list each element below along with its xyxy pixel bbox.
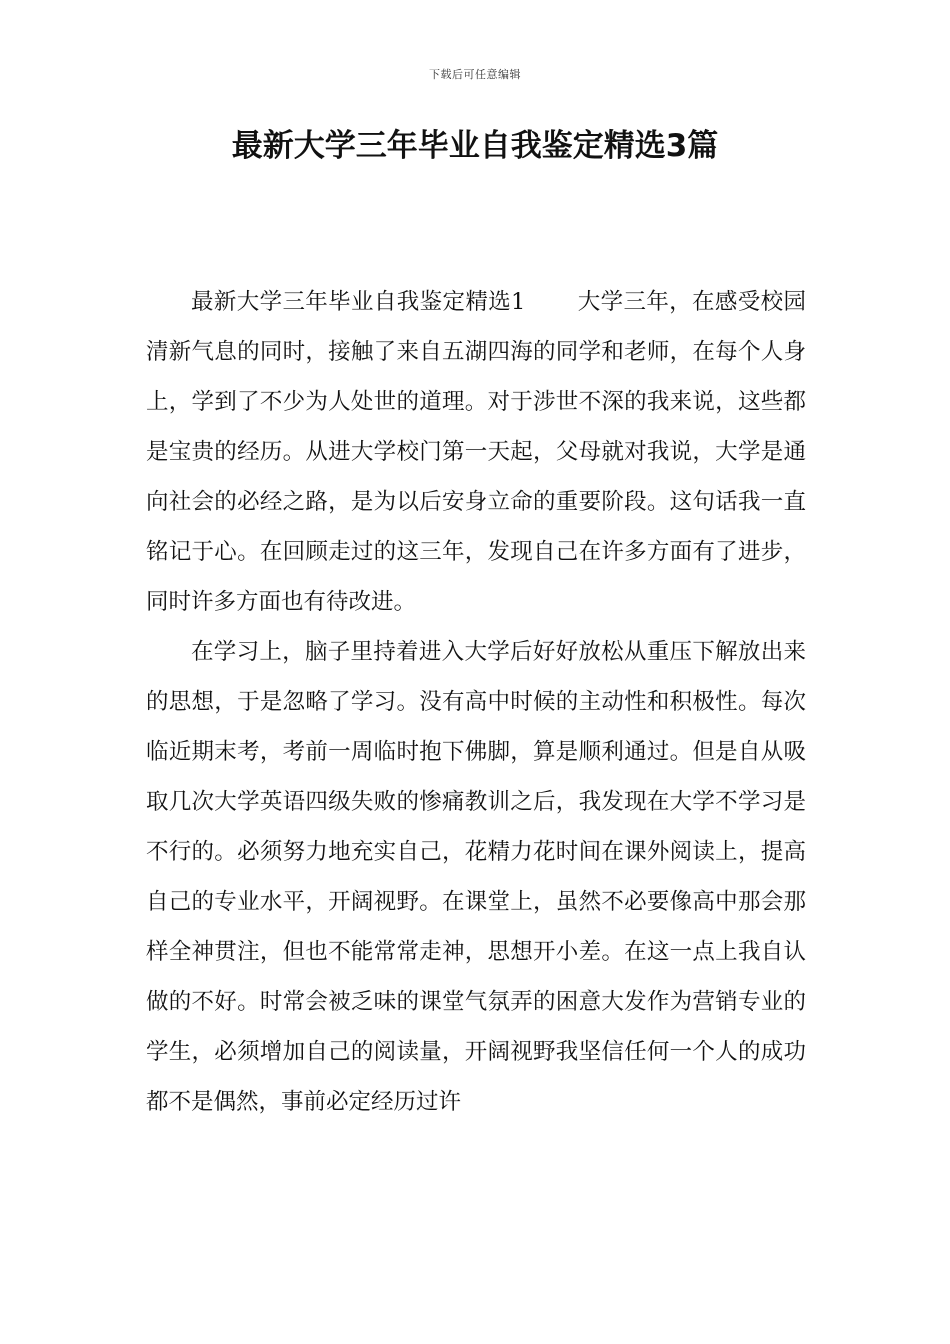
header-note: 下载后可任意编辑	[429, 68, 521, 81]
paragraph-1-lead: 最新大学三年毕业自我鉴定精选1	[191, 289, 526, 315]
document-body	[146, 277, 806, 1127]
paragraph-1-text: 大学三年，在感受校园清新气息的同时，接触了来自五湖四海的同学和老师，在每个人身上，学到了不少为人处世的道理。对于涉世不深的我来说，这些都是宝贵的经历。从进大学校门第一天起，父母就对我说，大学是通向社会的必经之路，是为以后安身立命的重要阶段。这句话我一直铭记于心。在回顾走过的这三年，发现自己在许多方面有了进步，同时许多方面也有待改进。	[146, 289, 806, 615]
paragraph-1	[146, 277, 806, 627]
document-title: 最新大学三年毕业自我鉴定精选3篇	[231, 128, 719, 164]
paragraph-2: 在学习上，脑子里持着进入大学后好好放松从重压下解放出来的思想，于是忽略了学习。没有高中时候的主动性和积极性。每次临近期末考，考前一周临时抱下佛脚，算是顺利通过。但是自从吸取几次大学英语四级失败的惨痛教训之后，我发现在大学不学习是不行的。必须努力地充实自己，花精力花时间在课外阅读上，提高自己的专业水平，开阔视野。在课堂上，虽然不必要像高中那会那样全神贯注，但也不能常常走神，思想开小差。在这一点上我自认做的不好。时常会被乏味的课堂气氛弄的困意大发作为营销专业的学生，必须增加自己的阅读量，开阔视野我坚信任何一个人的成功都不是偶然，事前必定经历过许	[146, 639, 806, 1115]
